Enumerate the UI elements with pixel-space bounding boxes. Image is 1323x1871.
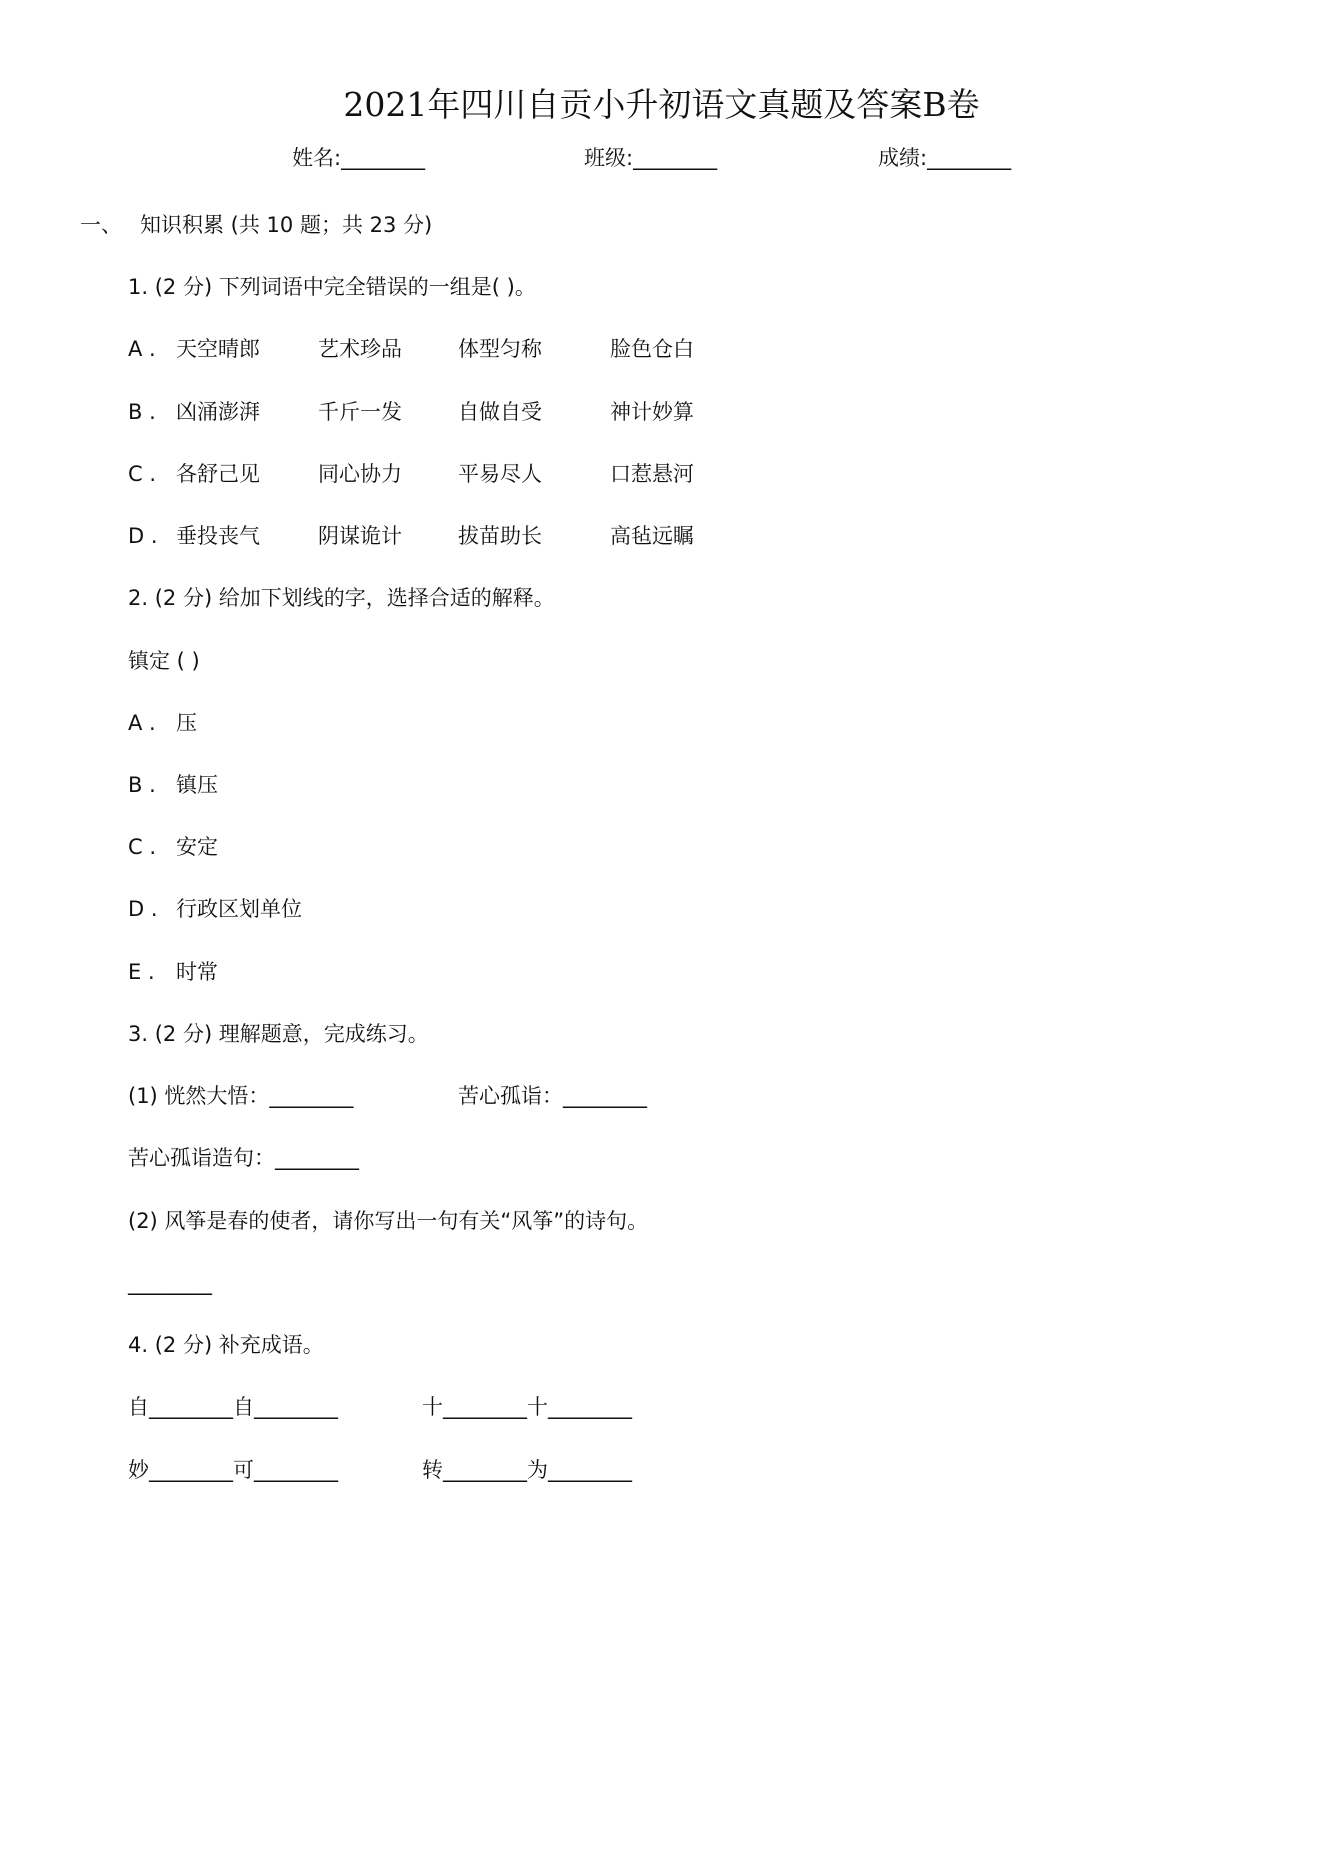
q1-option-c [128,464,176,485]
q1-b-word-1: 凶涌澎湃 [176,400,260,424]
option-letter: B . [128,400,156,424]
q3-part1-b: 苦心孤诣：________ [458,1084,647,1108]
question-2-sub: 镇定 ( ) [128,649,200,673]
q2-option-a [128,713,197,734]
class-field: 班级:________ [584,146,718,170]
q2-option-b [128,775,218,796]
q1-b-word-3: 自做自受 [458,400,542,424]
question-4-stem: 4. (2 分) 补充成语。 [128,1333,324,1357]
section-title: 知识积累 (共 10 题；共 23 分) [140,213,433,237]
option-letter: A . [128,711,156,735]
q1-b-word-2: 千斤一发 [318,400,402,424]
score-field: 成绩:________ [878,146,1012,170]
option-letter: A . [128,337,156,361]
q4-row2-b: 转________为________ [422,1458,632,1482]
q1-a-word-3: 体型匀称 [458,337,542,361]
option-letter: C . [128,835,157,859]
q1-a-word-4: 脸色仓白 [610,337,694,361]
option-letter: D . [128,524,158,548]
q1-d-word-3: 拔苗助长 [458,524,542,548]
q2-option-c [128,837,218,858]
option-text: 时常 [176,960,218,984]
q4-row1-b: 十________十________ [422,1395,632,1419]
option-letter: D . [128,897,158,921]
section-number: 一、 [80,213,122,237]
q4-row1-a: 自________自________ [128,1395,338,1419]
option-letter: B . [128,773,156,797]
q1-a-word-2: 艺术珍品 [318,337,402,361]
q1-c-word-3: 平易尽人 [458,462,542,486]
q3-part1-c: 苦心孤诣造句：________ [128,1146,359,1170]
q1-option-b [128,402,176,423]
name-field: 姓名:________ [292,146,426,170]
question-1-stem: 1. (2 分) 下列词语中完全错误的一组是( )。 [128,275,536,299]
q1-a-word-1: 天空晴郎 [176,337,260,361]
question-2-stem: 2. (2 分) 给加下划线的字，选择合适的解释。 [128,586,555,610]
option-letter: E . [128,960,155,984]
q3-part2-blank: ________ [128,1271,212,1295]
q3-part1-a: (1) 恍然大悟：________ [128,1084,354,1108]
question-3-stem: 3. (2 分) 理解题意，完成练习。 [128,1022,429,1046]
q1-b-word-4: 神计妙算 [610,400,694,424]
option-text: 压 [176,711,197,735]
q1-option-a [128,339,176,360]
q4-row2-a: 妙________可________ [128,1458,338,1482]
q1-d-word-1: 垂投丧气 [176,524,260,548]
page-title: 2021年四川自贡小升初语文真题及答案B卷 [343,85,980,124]
q1-d-word-2: 阴谋诡计 [318,524,402,548]
q1-c-word-1: 各舒己见 [176,462,260,486]
q2-option-e [128,962,218,983]
q3-part2: (2) 风筝是春的使者，请你写出一句有关“风筝”的诗句。 [128,1209,649,1233]
option-text: 安定 [176,835,218,859]
option-text: 行政区划单位 [176,897,302,921]
q1-c-word-2: 同心协力 [318,462,402,486]
q1-c-word-4: 口惹悬河 [610,462,694,486]
option-letter: C . [128,462,157,486]
option-text: 镇压 [176,773,218,797]
q2-option-d [128,899,302,920]
q1-d-word-4: 高毡远瞩 [610,524,694,548]
q1-option-d [128,526,176,547]
